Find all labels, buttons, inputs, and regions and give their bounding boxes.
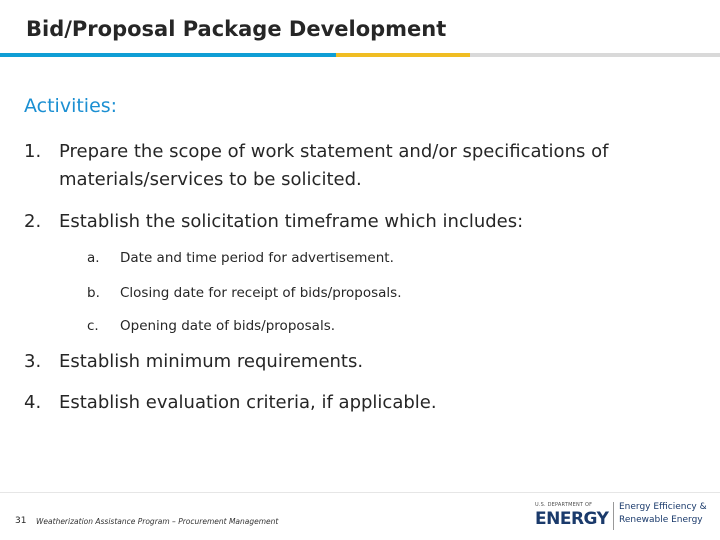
page-number: 31 — [15, 516, 27, 526]
footer-divider — [0, 492, 720, 493]
sub-list-item-text: Date and time period for advertisement. — [120, 250, 394, 266]
list-item-text: Prepare the scope of work statement and/or specifications of materials/services to be solicited. — [59, 141, 609, 190]
list-item-number: 1. — [24, 141, 42, 162]
list-item-text: Establish evaluation criteria, if applicable. — [59, 392, 437, 413]
sub-list-item — [87, 250, 394, 266]
logo-office-line1: Energy Efficiency & — [619, 502, 707, 512]
sub-list-item-letter: a. — [87, 250, 100, 266]
list-item — [24, 348, 363, 376]
logo-department-text: U.S. DEPARTMENT OF — [535, 502, 593, 508]
sub-list-item — [87, 285, 401, 301]
sub-list-item-letter: c. — [87, 318, 99, 334]
list-item-text: Establish minimum requirements. — [59, 351, 364, 372]
doe-eere-logo — [535, 502, 715, 532]
list-item-text: Establish the solicitation timeframe which includes: — [59, 211, 524, 232]
slide-title: Bid/Proposal Package Development — [26, 17, 447, 41]
sub-list-item-text: Opening date of bids/proposals. — [120, 318, 336, 334]
sub-list-item-text: Closing date for receipt of bids/proposals. — [120, 285, 402, 301]
logo-energy-text: ENERGY — [535, 509, 609, 529]
list-item — [24, 138, 684, 194]
sub-list-item-letter: b. — [87, 285, 100, 301]
sub-list-item — [87, 318, 335, 334]
logo-divider — [613, 502, 614, 530]
list-item-number: 2. — [24, 211, 42, 232]
title-underline-yellow — [336, 53, 470, 57]
list-item-number: 4. — [24, 392, 42, 413]
title-underline-blue — [0, 53, 336, 57]
list-item-number: 3. — [24, 351, 42, 372]
list-item — [24, 389, 437, 417]
footer-program-text: Weatherization Assistance Program – Procurement Management — [36, 517, 279, 526]
logo-office-line2: Renewable Energy — [619, 515, 703, 525]
title-underline-grey — [470, 53, 720, 57]
list-item — [24, 208, 523, 236]
activities-heading: Activities: — [24, 95, 118, 117]
